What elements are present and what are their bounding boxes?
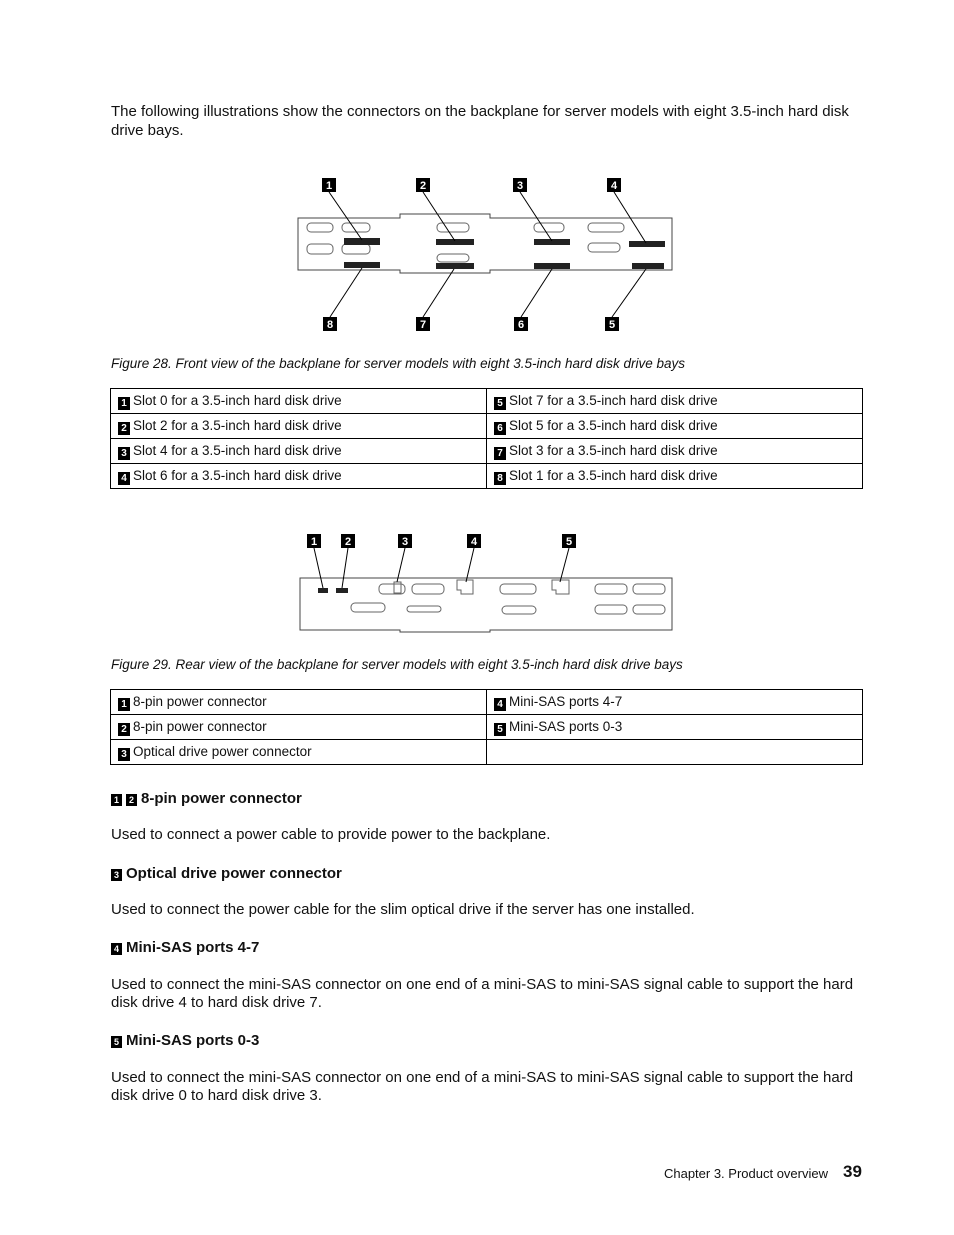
rear-callout-3-label: 3 — [401, 536, 409, 548]
table-row — [111, 414, 863, 439]
callout-3-label: 3 — [516, 180, 524, 192]
callout-2-label: 2 — [419, 180, 427, 192]
footer-chapter: Chapter 3. Product overview — [663, 1166, 828, 1181]
callout-badge: 1 — [118, 698, 130, 711]
table-cell — [111, 389, 487, 414]
table-cell — [111, 464, 487, 489]
table-row — [111, 715, 863, 740]
section-body: Used to connect the mini-SAS connector on one end of a mini-SAS to mini-SAS signal cable to support the hard disk drive 0 to hard disk drive 3. — [111, 1069, 854, 1104]
section-body: Used to connect the mini-SAS connector on one end of a mini-SAS to mini-SAS signal cable to support the hard disk drive 4 to hard disk drive 7. — [111, 976, 854, 1011]
table-row — [111, 690, 863, 715]
callout-8 — [323, 317, 337, 331]
table-cell — [111, 690, 487, 715]
cell-text: Slot 1 for a 3.5-inch hard disk drive — [509, 467, 718, 483]
callout-3 — [513, 178, 527, 192]
callout-badge: 5 — [494, 723, 506, 736]
callout-badge: 3 — [118, 748, 130, 761]
section-title: Optical drive power connector — [126, 865, 342, 882]
cell-text: Optical drive power connector — [133, 743, 312, 759]
cell-text: Mini-SAS ports 0-3 — [509, 718, 623, 734]
callout-badge: 8 — [494, 472, 506, 485]
callout-badge: 3 — [111, 869, 122, 881]
cell-text: Slot 7 for a 3.5-inch hard disk drive — [509, 392, 718, 408]
table-row — [111, 439, 863, 464]
callout-badge: 6 — [494, 422, 506, 435]
cell-text: Slot 0 for a 3.5-inch hard disk drive — [133, 392, 342, 408]
cell-text: 8-pin power connector — [133, 718, 267, 734]
figure-29-legend-table — [110, 689, 863, 765]
table-cell — [487, 439, 863, 464]
callout-badge: 5 — [494, 397, 506, 410]
table-cell — [487, 715, 863, 740]
callout-8-label: 8 — [326, 319, 334, 331]
rear-callout-4 — [467, 534, 481, 548]
callout-6 — [514, 317, 528, 331]
cell-text: Slot 2 for a 3.5-inch hard disk drive — [133, 417, 342, 433]
figure-28-front-backplane — [290, 170, 690, 340]
callout-1-label: 1 — [325, 180, 333, 192]
section-heading-8-pin — [111, 790, 302, 807]
cell-text: Slot 6 for a 3.5-inch hard disk drive — [133, 467, 342, 483]
rear-callout-5-label: 5 — [565, 536, 573, 548]
figure-28-caption: Figure 28. Front view of the backplane for server models with eight 3.5-inch hard disk drive bays — [111, 356, 686, 371]
callout-5 — [605, 317, 619, 331]
callout-6-label: 6 — [517, 319, 525, 331]
callout-badge: 2 — [118, 723, 130, 736]
table-cell — [487, 389, 863, 414]
callout-7 — [416, 317, 430, 331]
rear-callout-4-label: 4 — [470, 536, 478, 548]
callout-4 — [607, 178, 621, 192]
cell-text: Slot 3 for a 3.5-inch hard disk drive — [509, 442, 718, 458]
rear-callout-2-label: 2 — [344, 536, 352, 548]
callout-badge: 2 — [126, 794, 137, 806]
page-number: 39 — [843, 1162, 862, 1181]
section-body: Used to connect the power cable for the slim optical drive if the server has one installed. — [111, 901, 695, 918]
section-title: Mini-SAS ports 0-3 — [126, 1032, 260, 1049]
section-title: Mini-SAS ports 4-7 — [126, 939, 260, 956]
section-heading-mini-sas-0-3 — [111, 1032, 259, 1049]
table-cell — [111, 439, 487, 464]
callout-badge: 2 — [118, 422, 130, 435]
figure-29-rear-backplane — [290, 530, 690, 640]
callout-badge: 5 — [111, 1036, 122, 1048]
table-cell-empty — [487, 740, 863, 765]
section-heading-mini-sas-4-7 — [111, 939, 259, 956]
table-row — [111, 389, 863, 414]
rear-callout-3 — [398, 534, 412, 548]
callout-1 — [322, 178, 336, 192]
callout-badge: 1 — [111, 794, 122, 806]
table-cell — [111, 740, 487, 765]
cell-text: Mini-SAS ports 4-7 — [509, 693, 623, 709]
section-title: 8-pin power connector — [141, 790, 302, 807]
callout-badge: 4 — [111, 943, 122, 955]
callout-badge: 4 — [118, 472, 130, 485]
rear-callout-5 — [562, 534, 576, 548]
callout-2 — [416, 178, 430, 192]
callout-badge: 1 — [118, 397, 130, 410]
figure-29-caption: Figure 29. Rear view of the backplane for server models with eight 3.5-inch hard disk drive bays — [111, 657, 683, 672]
section-heading-optical — [111, 865, 342, 882]
callout-5-label: 5 — [608, 319, 616, 331]
table-cell — [487, 414, 863, 439]
table-row — [111, 740, 863, 765]
cell-text: Slot 4 for a 3.5-inch hard disk drive — [133, 442, 342, 458]
table-row — [111, 464, 863, 489]
callout-badge: 7 — [494, 447, 506, 460]
rear-callout-1 — [307, 534, 321, 548]
callout-badge: 4 — [494, 698, 506, 711]
cell-text: Slot 5 for a 3.5-inch hard disk drive — [509, 417, 718, 433]
table-cell — [111, 715, 487, 740]
figure-28-legend-table — [110, 388, 863, 489]
cell-text: 8-pin power connector — [133, 693, 267, 709]
rear-callout-2 — [341, 534, 355, 548]
intro-paragraph: The following illustrations show the connectors on the backplane for server models with eight 3.5-inch hard disk drive bays. — [111, 103, 849, 139]
callout-7-label: 7 — [419, 319, 427, 331]
rear-callout-1-label: 1 — [310, 536, 318, 548]
table-cell — [487, 464, 863, 489]
callout-4-label: 4 — [610, 180, 618, 192]
table-cell — [111, 414, 487, 439]
table-cell — [487, 690, 863, 715]
section-body: Used to connect a power cable to provide power to the backplane. — [111, 826, 551, 843]
callout-badge: 3 — [118, 447, 130, 460]
